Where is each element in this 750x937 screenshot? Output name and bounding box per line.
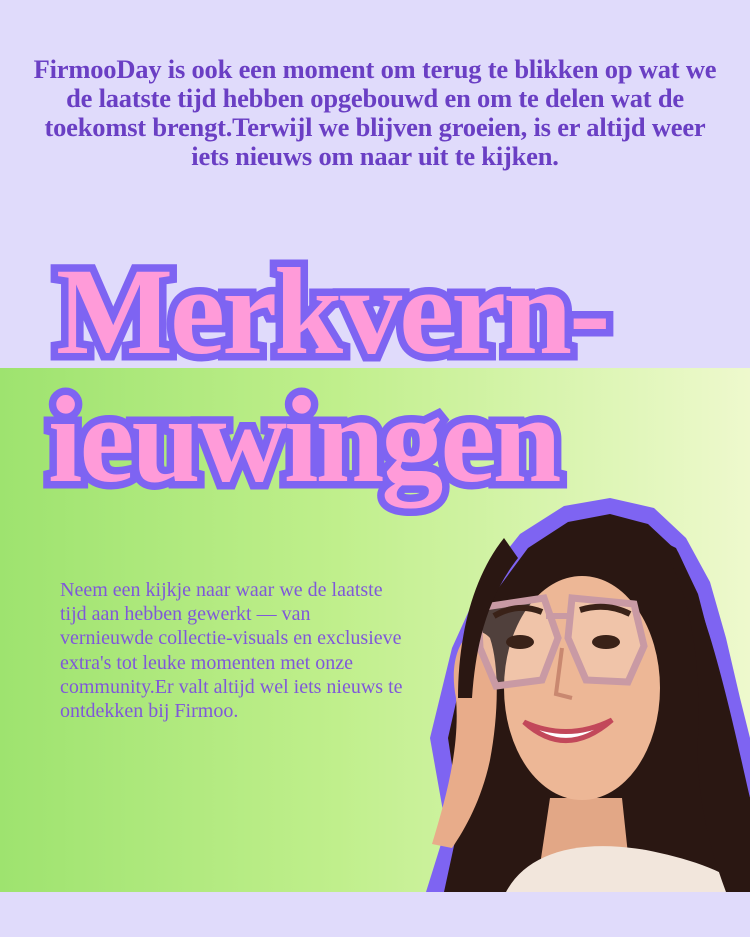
headline	[0, 243, 750, 508]
headline-line-2: ieuwingen	[48, 371, 559, 508]
body-paragraph: Neem een kijkje naar waar we de laatste tijd aan hebben gewerkt — van vernieuwde collectie-visuals en exclusieve extra's tot leuke momenten met onze community.Er valt altijd wel iets nieuws te ontdekken bij Firmoo.	[60, 579, 403, 723]
woman-with-glasses-photo	[386, 498, 750, 892]
headline-line-1: Merkvern-	[56, 243, 608, 380]
intro-paragraph: FirmooDay is ook een moment om terug te blikken op wat we de laatste tijd hebben opgebouwd en om te delen wat de toekomst brengt.Terwijl we blijven groeien, is er altijd weer iets nieuws om naar uit te kijken.	[33, 54, 717, 171]
